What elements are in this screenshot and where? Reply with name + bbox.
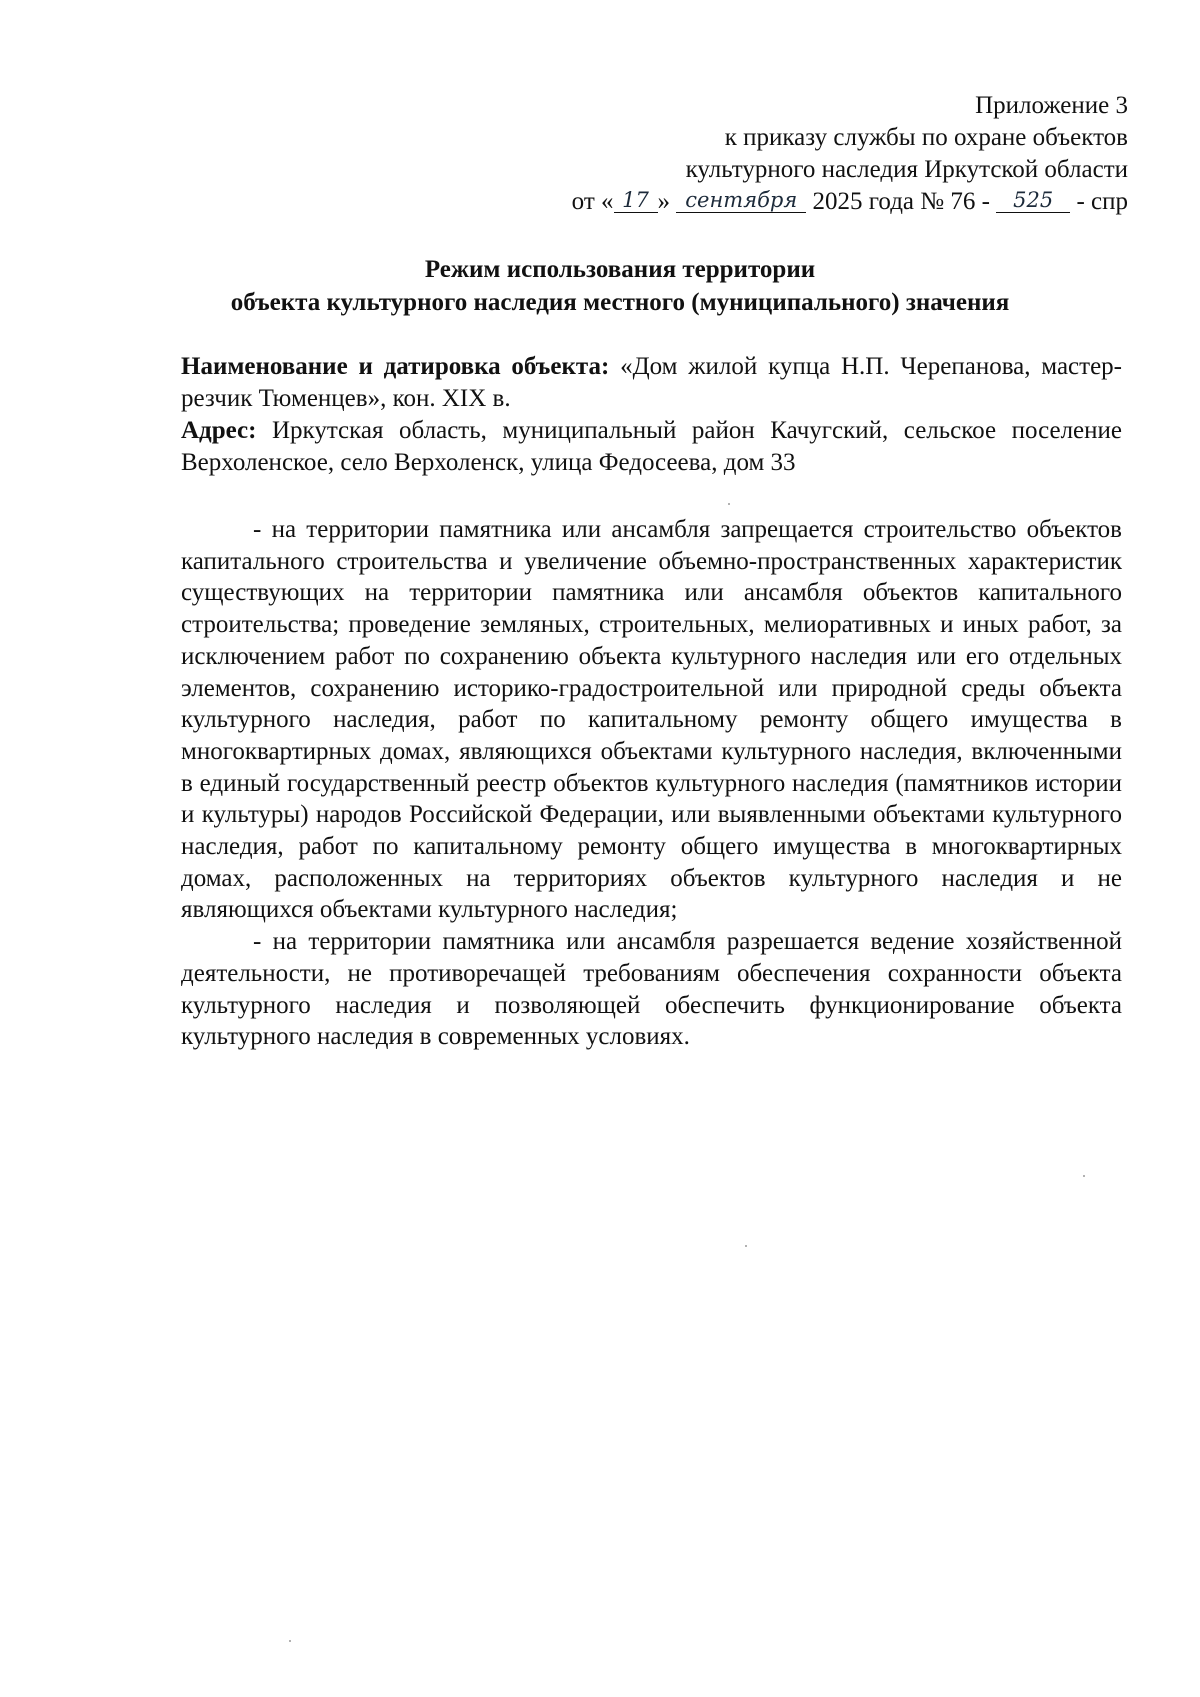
- appendix-date-line: [488, 186, 1128, 218]
- date-mid: »: [657, 188, 671, 215]
- regime-paragraph-prohibitions: - на территории памятника или ансамбля запрещается строительство объектов капитального строительства и увеличение объемно-пространственных характеристик существующих на территории памятника или ансамбля объектов капитального строительства; проведение земляных, строительных, мелиоративных и иных работ, за исключением работ по сохранению объекта культурного наследия или его отдельных элементов, сохранению историко-градостроительной или природной среды объекта культурного наследия, работ по капитальному ремонту общего имущества в многоквартирных домах, являющихся объектами культурного наследия, включенными в единый государственный реестр объектов культурного наследия (памятников истории и культуры) народов Российской Федерации, или выявленными объектами культурного наследия, работ по капитальному ремонту общего имущества в многоквартирных домах, расположенных на территориях объектов культурного наследия и не являющихся объектами культурного наследия;: [181, 516, 1122, 924]
- appendix-number: Приложение 3: [975, 92, 1128, 119]
- object-name-label: Наименование и датировка объекта:: [181, 353, 610, 380]
- handwritten-order-number: 525: [996, 188, 1070, 213]
- regime-text: [181, 514, 1122, 1053]
- scan-speck: [1083, 1175, 1085, 1177]
- object-name-value: «Дом жилой купца Н.П. Черепанова, мастер-резчик Тюменцев», кон. XIX в.: [181, 353, 1122, 412]
- date-prefix: от «: [571, 188, 614, 215]
- scan-speck: [728, 503, 730, 505]
- object-address-value: Иркутская область, муниципальный район Качугский, сельское поселение Верхоленское, село Верхоленск, улица Федосеева, дом 33: [181, 417, 1123, 476]
- object-address: [181, 415, 1122, 479]
- appendix-header: [488, 90, 1128, 218]
- scan-speck: [745, 1245, 747, 1247]
- appendix-order-ref: к приказу службы по охране объектов: [724, 124, 1128, 151]
- title-line-2: объекта культурного наследия местного (муниципального) значения: [230, 289, 1010, 316]
- order-suffix: - спр: [1076, 188, 1128, 215]
- handwritten-month: сентября: [676, 188, 806, 213]
- document-title: [160, 253, 1080, 319]
- object-name: [181, 351, 1122, 415]
- regime-paragraph-permissions: - на территории памятника или ансамбля разрешается ведение хозяйственной деятельности, не противоречащей требованиям обеспечения сохранности объекта культурного наследия и позволяющей обеспечить функционирование объекта культурного наследия в современных условиях.: [181, 928, 1122, 1051]
- title-line-1: Режим использования территории: [424, 256, 816, 283]
- year-text: 2025 года № 76 -: [812, 188, 990, 215]
- handwritten-day: 17: [614, 188, 658, 213]
- object-address-label: Адрес:: [181, 417, 257, 444]
- scan-speck: [289, 1640, 291, 1642]
- object-info: [181, 351, 1122, 479]
- appendix-authority: культурного наследия Иркутской области: [685, 156, 1128, 183]
